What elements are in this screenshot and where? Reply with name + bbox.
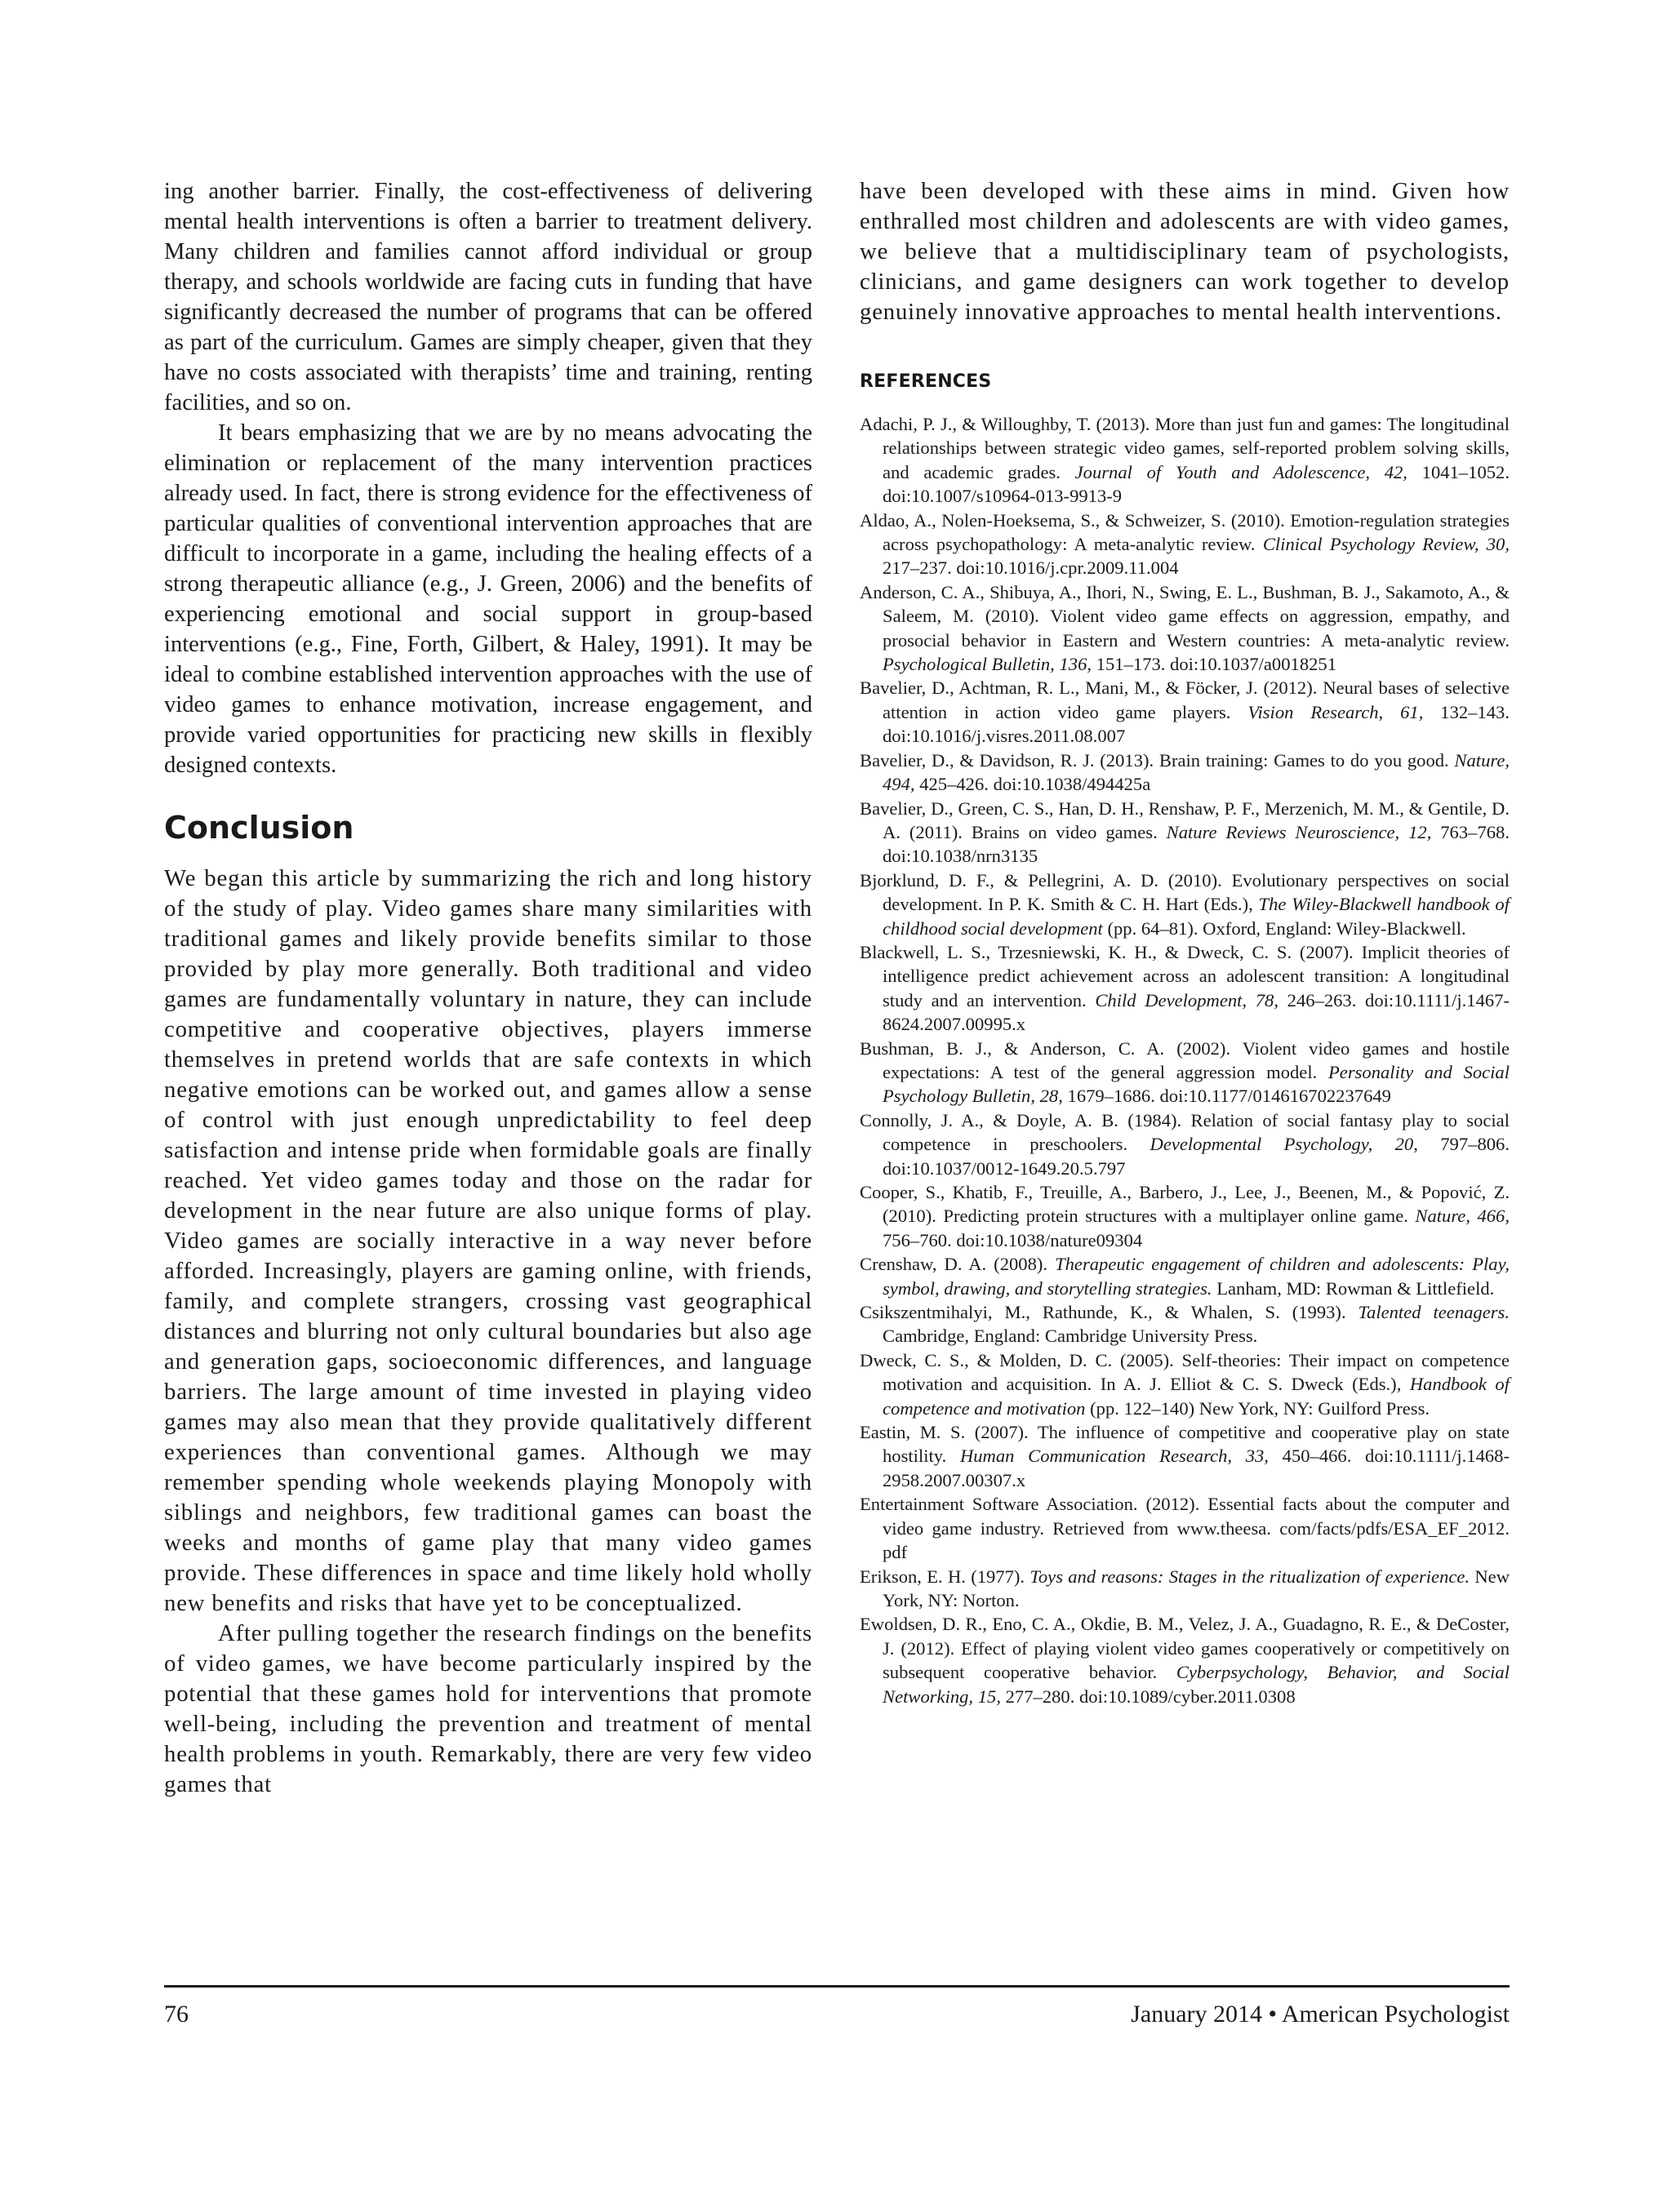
reference-details: 151–173. doi:10.1037/a0018251 [1092, 654, 1337, 675]
body-paragraph: After pulling together the research findings on the benefits of video games, we have become particularly inspired by the potential that these games hold for interventions that promote well-being, including the prevention and treatment of mental health problems in youth. Remarkably, there are very few video games that [164, 1620, 812, 1797]
reference-list [860, 412, 1510, 1708]
section-heading-conclusion: Conclusion [164, 810, 354, 846]
reference-source: Nature, 494, [883, 749, 1510, 795]
reference-details: (pp. 122–140) New York, NY: Guilford Press. [1085, 1397, 1430, 1419]
right-column [860, 176, 1510, 1708]
reference-text: Dweck, C. S., & Molden, D. C. (2005). Self-theories: Their impact on competence motivation and acquisition. In A. J. Elliot & C. S. Dweck (Eds.), [860, 1349, 1510, 1395]
reference-source: Journal of Youth and Adolescence, 42, [1074, 461, 1407, 482]
reference-source: Toys and reasons: Stages in the ritualization of experience. [1029, 1566, 1470, 1587]
reference-details: 217–237. doi:10.1016/j.cpr.2009.11.004 [883, 557, 1179, 579]
footer-divider [164, 1985, 1510, 1988]
reference-entry [860, 1348, 1510, 1420]
reference-text: Eastin, M. S. (2007). The influence of competitive and cooperative play on state hostility. [860, 1422, 1510, 1467]
reference-entry [860, 1252, 1510, 1300]
reference-details: 425–426. doi:10.1038/494425a [914, 774, 1151, 795]
reference-details: 246–263. doi:10.1111/j.1467-8624.2007.00995.x [883, 989, 1510, 1035]
reference-text: Crenshaw, D. A. (2008). [860, 1254, 1056, 1275]
reference-entry [860, 412, 1510, 509]
reference-entry [860, 1565, 1510, 1613]
reference-entry [860, 1037, 1510, 1108]
reference-source: Talented teenagers. [1358, 1302, 1510, 1323]
reference-text: Bushman, B. J., & Anderson, C. A. (2002). Violent video games and hostile expectations: A test of the general aggression model. [860, 1037, 1510, 1082]
reference-source: Vision Research, 61, [1247, 701, 1424, 722]
reference-text: Erikson, E. H. (1977). [860, 1566, 1030, 1587]
reference-entry [860, 797, 1510, 868]
reference-source: Handbook of competence and motivation [883, 1374, 1510, 1419]
reference-details: 1041–1052. doi:10.1007/s10964-013-9913-9 [883, 461, 1510, 507]
reference-text: Anderson, C. A., Shibuya, A., Ihori, N., Swing, E. L., Bushman, B. J., Sakamoto, A., & Saleem, M. (2010). Violent video game effects on aggression, empathy, and prosocial behavior in Eastern and Western countries: A meta-analytic review. [860, 581, 1510, 651]
reference-text: Bavelier, D., Green, C. S., Han, D. H., Renshaw, P. F., Merzenich, M. M., & Gentile, D. A. (2011). Brains on video games. [860, 797, 1510, 842]
reference-source: Cyberpsychology, Behavior, and Social Networking, 15, [883, 1662, 1510, 1707]
reference-source: Child Development, 78, [1095, 989, 1278, 1011]
reference-details: 277–280. doi:10.1089/cyber.2011.0308 [1000, 1686, 1296, 1707]
reference-text: Ewoldsen, D. R., Eno, C. A., Okdie, B. M., Velez, J. A., Guadagno, R. E., & DeCoster, J. (2012). Effect of playing violent video games cooperatively or competitively on subsequent cooperative behavior. [860, 1614, 1510, 1683]
body-paragraph: have been developed with these aims in mind. Given how enthralled most children and adolescents are with video games, we believe that a multidisciplinary team of psychologists, clinicians, and game designers can work together to develop genuinely innovative approaches to mental health interventions. [860, 178, 1510, 325]
reference-source: Human Communication Research, 33, [959, 1446, 1269, 1467]
reference-entry [860, 1300, 1510, 1348]
reference-source: The Wiley-Blackwell handbook of childhood social development [883, 894, 1510, 939]
reference-source: Nature Reviews Neuroscience, 12, [1166, 821, 1432, 842]
journal-footer: January 2014 • American Psychologist [1131, 2001, 1510, 2028]
reference-entry [860, 1108, 1510, 1180]
reference-entry [860, 1180, 1510, 1252]
body-paragraph: ing another barrier. Finally, the cost-effectiveness of delivering mental health interventions is often a barrier to treatment delivery. Many children and families cannot afford individual or group therapy, and schools worldwide are facing cuts in funding that have significantly decreased the number of programs that can be offered as part of the curriculum. Games are simply cheaper, given that they have no costs associated with therapists’ time and training, renting facilities, and so on. [164, 179, 812, 415]
references-heading: REFERENCES [860, 371, 992, 392]
reference-details: 450–466. doi:10.1111/j.1468-2958.2007.00307.x [883, 1446, 1510, 1490]
reference-entry [860, 940, 1510, 1037]
reference-text: Csikszentmihalyi, M., Rathunde, K., & Whalen, S. (1993). [860, 1302, 1358, 1323]
reference-details: Lanham, MD: Rowman & Littlefield. [1212, 1277, 1495, 1299]
reference-details: 797–806. doi:10.1037/0012-1649.20.5.797 [883, 1134, 1510, 1179]
reference-entry [860, 1612, 1510, 1708]
reference-details: New York, NY: Norton. [883, 1566, 1510, 1610]
reference-entry [860, 509, 1510, 580]
reference-source: Psychological Bulletin, 136, [883, 654, 1092, 675]
reference-source: Personality and Social Psychology Bulletin, 28, [883, 1061, 1510, 1107]
reference-details: 756–760. doi:10.1038/nature09304 [883, 1229, 1143, 1250]
reference-text: Blackwell, L. S., Trzesniewski, K. H., & Dweck, C. S. (2007). Implicit theories of intelligence predict achievement across an adolescent transition: A longitudinal study and an intervention. [860, 941, 1510, 1011]
page-number: 76 [164, 2001, 189, 2028]
reference-text: Connolly, J. A., & Doyle, A. B. (1984). Relation of social fantasy play to social competence in preschoolers. [860, 1109, 1510, 1155]
reference-entry [860, 1420, 1510, 1492]
reference-text: Cooper, S., Khatib, F., Treuille, A., Barbero, J., Lee, J., Beenen, M., & Popović, Z. (2010). Predicting protein structures with a multiplayer online game. [860, 1182, 1510, 1227]
reference-text: Bjorklund, D. F., & Pellegrini, A. D. (2010). Evolutionary perspectives on social development. In P. K. Smith & C. H. Hart (Eds.), [860, 869, 1510, 915]
reference-entry [860, 676, 1510, 748]
reference-text: Entertainment Software Association. (2012). Essential facts about the computer and video game industry. Retrieved from www.theesa. com/facts/pdfs/ESA_EF_2012. pdf [860, 1494, 1510, 1563]
reference-details: Cambridge, England: Cambridge University Press. [883, 1326, 1258, 1347]
reference-entry [860, 868, 1510, 940]
reference-details: (pp. 64–81). Oxford, England: Wiley-Blackwell. [1102, 917, 1466, 939]
reference-source: Therapeutic engagement of children and adolescents: Play, symbol, drawing, and storytelling strategies. [883, 1254, 1510, 1299]
reference-entry [860, 748, 1510, 797]
reference-text: Adachi, P. J., & Willoughby, T. (2013). More than just fun and games: The longitudinal relationships between strategic video games, self-reported problem solving skills, and academic grades. [860, 414, 1510, 482]
body-paragraph: We began this article by summarizing the rich and long history of the study of play. Video games share many similarities with traditional games and likely provide benefits similar to those provided by play more generally. Both traditional and video games are fundamentally voluntary in nature, they can include competitive and cooperative objectives, players immerse themselves in pretend worlds that are safe contexts in which negative emotions can be worked out, and games allow a sense of control with just enough unpredictability to feel deep satisfaction and intense pride when formidable goals are finally reached. Yet video games today and those on the radar for development in the near future are also unique forms of play. Video games are socially interactive in a way never before afforded. Increasingly, players are gaming online, with friends, family, and complete strangers, crossing vast geographical distances and blurring not only cultural boundaries but also age and generation gaps, socioeconomic differences, and language barriers. The large amount of time invested in playing video games may also mean that they provide qualitatively different experiences than conventional games. Although we may remember spending whole weekends playing Monopoly with siblings and neighbors, few traditional games can boast the weeks and months of game play that many video games provide. These differences in space and time likely hold wholly new benefits and risks that have yet to be conceptualized. [164, 865, 812, 1616]
reference-details: 132–143. doi:10.1016/j.visres.2011.08.007 [883, 701, 1510, 747]
reference-entry [860, 580, 1510, 677]
reference-source: Nature, 466, [1415, 1206, 1510, 1227]
reference-details: 1679–1686. doi:10.1177/014616702237649 [1062, 1086, 1391, 1107]
body-paragraph: It bears emphasizing that we are by no means advocating the elimination or replacement of the many intervention practices already used. In fact, there is strong evidence for the effectiveness of particular qualities of conventional intervention approaches that are difficult to incorporate in a game, including the healing effects of a strong therapeutic alliance (e.g., J. Green, 2006) and the benefits of experiencing emotional and social support in group-based interventions (e.g., Fine, Forth, Gilbert, & Haley, 1991). It may be ideal to combine established intervention approaches with the use of video games to enhance motivation, increase engagement, and provide varied opportunities for practicing new skills in flexibly designed contexts. [164, 420, 812, 778]
reference-text: Bavelier, D., Achtman, R. L., Mani, M., & Föcker, J. (2012). Neural bases of selective attention in action video game players. [860, 677, 1510, 722]
reference-text: Aldao, A., Nolen-Hoeksema, S., & Schweizer, S. (2010). Emotion-regulation strategies across psychopathology: A meta-analytic review. [860, 509, 1510, 555]
reference-entry [860, 1492, 1510, 1564]
reference-source: Developmental Psychology, 20, [1150, 1134, 1418, 1155]
reference-source: Clinical Psychology Review, 30, [1262, 534, 1510, 555]
reference-details: 763–768. doi:10.1038/nrn3135 [883, 821, 1510, 867]
reference-text: Bavelier, D., & Davidson, R. J. (2013). Brain training: Games to do you good. [860, 749, 1455, 771]
left-column [164, 176, 812, 1800]
